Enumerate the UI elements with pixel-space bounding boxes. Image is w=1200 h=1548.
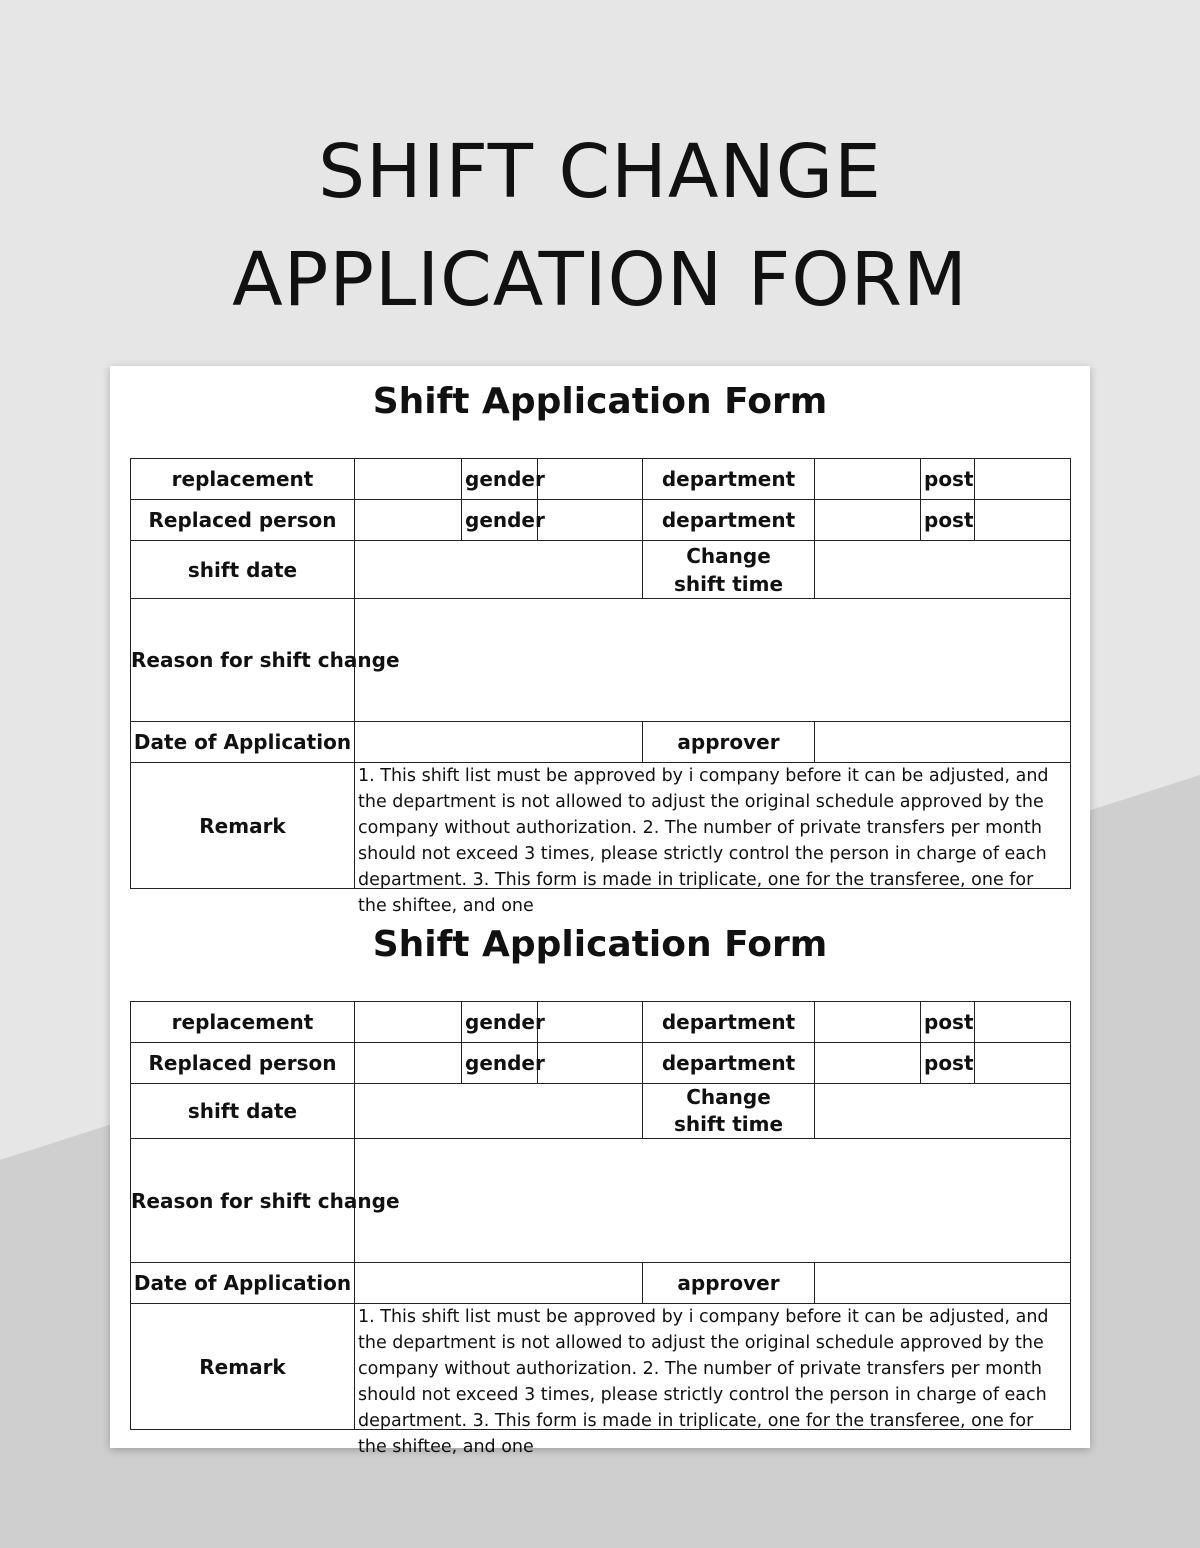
page-title [0, 118, 1200, 334]
approver-label: approver [643, 722, 815, 763]
shift-form-2 [130, 909, 1070, 1457]
department-label: department [643, 1043, 815, 1084]
replacement-label: replacement [131, 459, 355, 500]
row-shift-date [131, 541, 1071, 599]
date-of-application-input[interactable] [355, 1263, 643, 1304]
post-label: post [921, 459, 975, 500]
gender-label: gender [462, 500, 538, 541]
department-label: department [643, 1002, 815, 1043]
post-label: post [921, 500, 975, 541]
department-label: department [643, 500, 815, 541]
shift-date-input[interactable] [355, 541, 643, 599]
reason-label: Reason for shift change [131, 599, 355, 722]
row-date-of-application [131, 1263, 1071, 1304]
replacement-input[interactable] [355, 459, 462, 500]
form-title: Shift Application Form [372, 381, 828, 422]
row-shift-date [131, 1084, 1071, 1139]
gender-label: gender [462, 1002, 538, 1043]
gender-input[interactable] [538, 1043, 643, 1084]
row-replacement [131, 1002, 1071, 1043]
gender-label: gender [462, 459, 538, 500]
date-of-application-label: Date of Application [131, 1263, 355, 1304]
post-input[interactable] [975, 500, 1071, 541]
shift-date-label: shift date [131, 541, 355, 599]
form-table [130, 458, 1071, 916]
remark-cell [355, 763, 1071, 916]
post-label: post [921, 1043, 975, 1084]
change-shift-time-input[interactable] [815, 1084, 1071, 1139]
replaced-person-label: Replaced person [131, 500, 355, 541]
page-title-line1: SHIFT CHANGE [318, 129, 882, 215]
remark-text: 1. This shift list must be approved by i company before it can be adjusted, and the department is not allowed to adjust the original schedule approved by the company without authorization. 2. The number of private transfers per month should not exceed 3 times, please strictly control the person in charge of each department. 3. This form is made in triplicate, one for the transferee, one for the shiftee, and one [358, 1307, 1049, 1457]
approver-input[interactable] [815, 722, 1071, 763]
date-of-application-input[interactable] [355, 722, 643, 763]
gender-label: gender [462, 1043, 538, 1084]
replaced-person-input[interactable] [355, 500, 462, 541]
approver-input[interactable] [815, 1263, 1071, 1304]
change-shift-time-label: Change shift time [643, 1084, 815, 1139]
reason-input[interactable] [355, 1139, 1071, 1263]
remark-label: Remark [131, 763, 355, 889]
row-remark [131, 763, 1071, 889]
change-shift-time-input[interactable] [815, 541, 1071, 599]
post-label: post [921, 1002, 975, 1043]
gender-input[interactable] [538, 1002, 643, 1043]
reason-label: Reason for shift change [131, 1139, 355, 1263]
form-title: Shift Application Form [372, 924, 828, 965]
page-title-line2: APPLICATION FORM [232, 237, 968, 323]
form-table [130, 1001, 1071, 1457]
replacement-label: replacement [131, 1002, 355, 1043]
post-input[interactable] [975, 459, 1071, 500]
post-input[interactable] [975, 1002, 1071, 1043]
date-of-application-label: Date of Application [131, 722, 355, 763]
remark-cell [355, 1304, 1071, 1457]
shift-date-input[interactable] [355, 1084, 643, 1139]
approver-label: approver [643, 1263, 815, 1304]
remark-text: 1. This shift list must be approved by i company before it can be adjusted, and the department is not allowed to adjust the original schedule approved by the company without authorization. 2. The number of private transfers per month should not exceed 3 times, please strictly control the person in charge of each department. 3. This form is made in triplicate, one for the transferee, one for the shiftee, and one [358, 766, 1049, 916]
form-sheet [110, 366, 1090, 1457]
row-replacement [131, 459, 1071, 500]
row-reason [131, 599, 1071, 722]
remark-label: Remark [131, 1304, 355, 1430]
department-input[interactable] [815, 1043, 921, 1084]
department-label: department [643, 459, 815, 500]
department-input[interactable] [815, 1002, 921, 1043]
row-replaced-person [131, 500, 1071, 541]
replacement-input[interactable] [355, 1002, 462, 1043]
shift-date-label: shift date [131, 1084, 355, 1139]
department-input[interactable] [815, 500, 921, 541]
row-date-of-application [131, 722, 1071, 763]
row-remark [131, 1304, 1071, 1430]
replaced-person-input[interactable] [355, 1043, 462, 1084]
post-input[interactable] [975, 1043, 1071, 1084]
change-shift-time-label: Change shift time [643, 541, 815, 599]
replaced-person-label: Replaced person [131, 1043, 355, 1084]
row-reason [131, 1139, 1071, 1263]
gender-input[interactable] [538, 459, 643, 500]
reason-input[interactable] [355, 599, 1071, 722]
department-input[interactable] [815, 459, 921, 500]
shift-form-1 [130, 366, 1070, 916]
gender-input[interactable] [538, 500, 643, 541]
row-replaced-person [131, 1043, 1071, 1084]
